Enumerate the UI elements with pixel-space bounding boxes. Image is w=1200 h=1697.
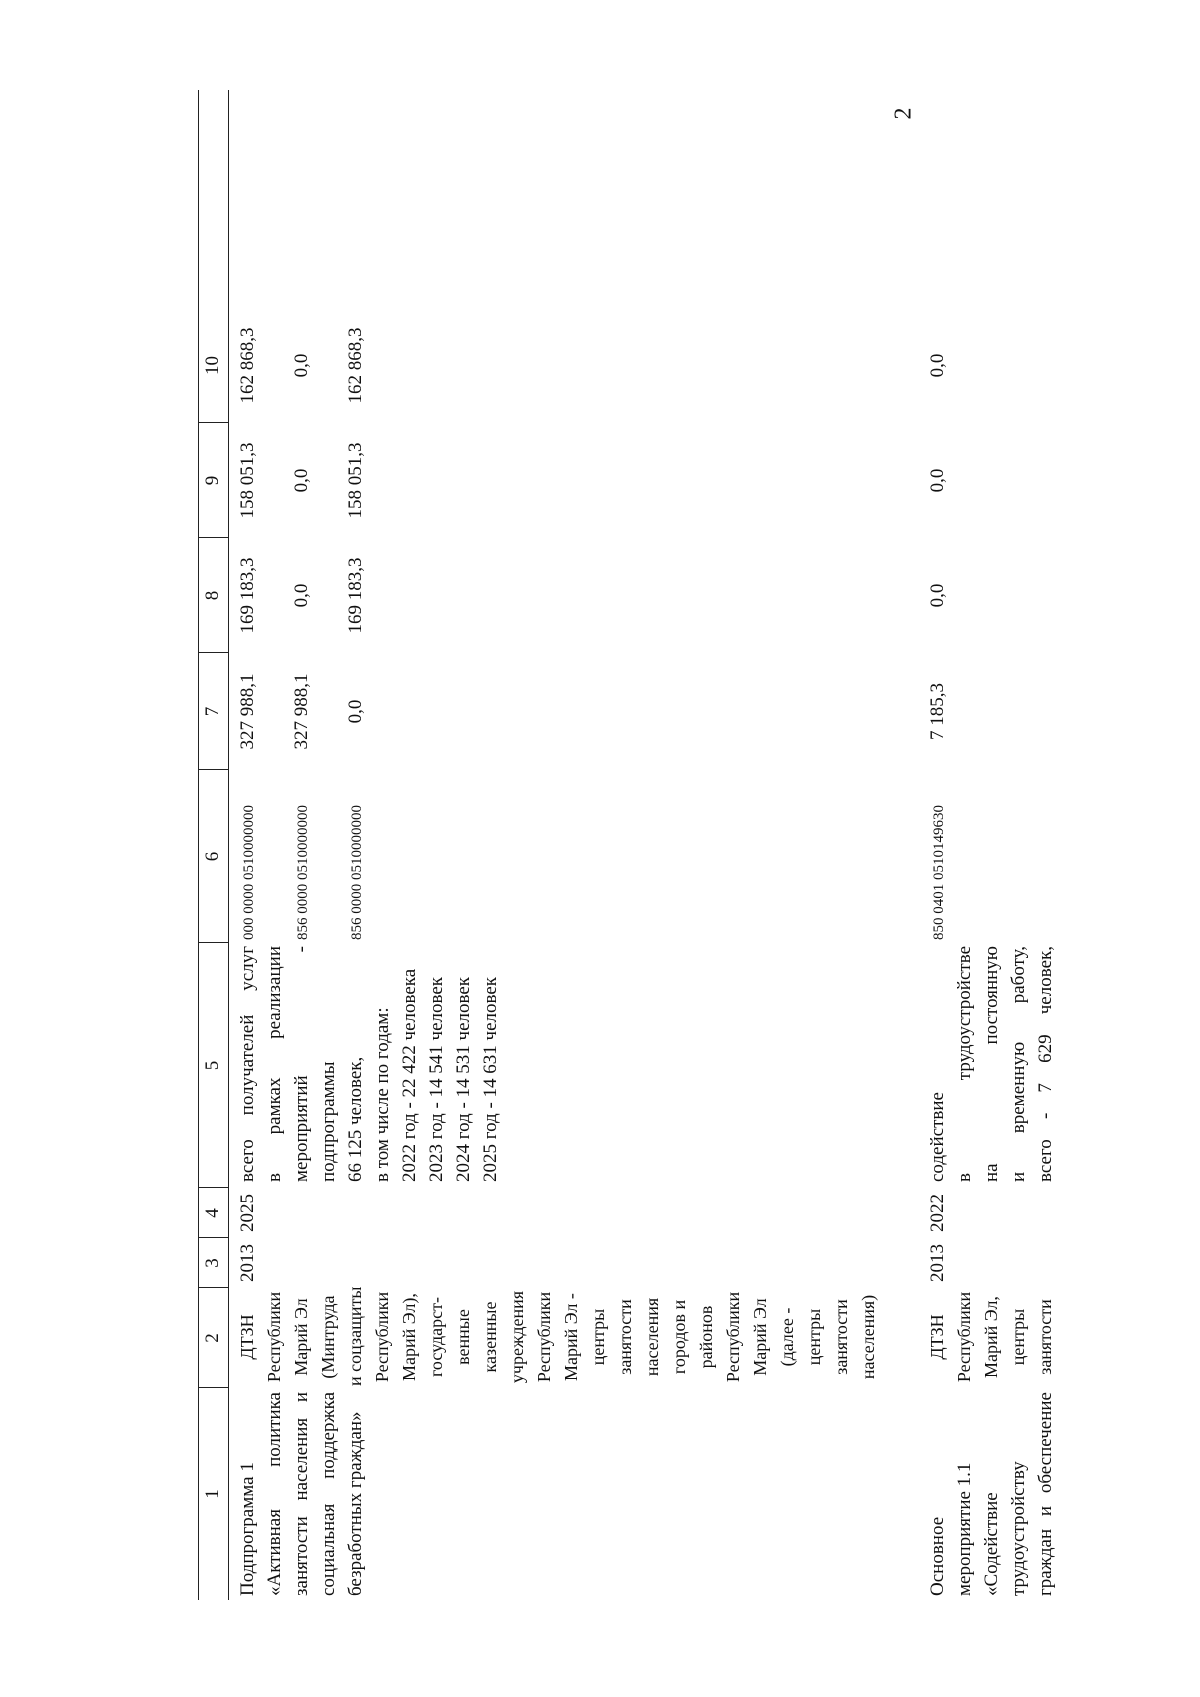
row1-c2-line: населения) (858, 1294, 878, 1380)
row2-c1-line: мероприятие 1.1 (954, 1462, 975, 1596)
row2-indicator (924, 946, 1059, 1182)
row1-c2-line: государст- (426, 1297, 446, 1377)
row1-c2-line: (далее - (777, 1307, 797, 1367)
row1-c2-line: ДТЗН (237, 1314, 257, 1360)
row1-value: 0,0 (291, 583, 312, 608)
row1-c1-line: безработных граждан» (345, 1411, 366, 1596)
row2-start-year: 2013 (927, 1244, 948, 1282)
row1-c1-line: социальная поддержка (318, 1392, 339, 1596)
row1-budget-codes (236, 772, 371, 940)
row2-c2-line: центры (1008, 1308, 1028, 1366)
row2-c2-line: занятости (1035, 1299, 1055, 1375)
row1-c1-line: занятости населения и (291, 1392, 312, 1596)
row2-c5-line: в трудоустройстве (954, 946, 975, 1182)
row1-col8 (234, 538, 369, 653)
row1-value: 169 183,3 (345, 557, 366, 634)
row1-value: 158 051,3 (345, 442, 366, 519)
row1-c2-line: центры (804, 1308, 824, 1366)
row1-c1-line: «Активная политика (264, 1392, 285, 1596)
row1-c5-line: 2025 год - 14 631 человек (480, 976, 501, 1182)
row1-c2-line: (Минтруда (318, 1295, 338, 1379)
column-header: 8 (202, 590, 223, 601)
row1-c5-line: в том числе по годам: (372, 1007, 393, 1182)
row1-c5-line: всего получателей услуг (237, 946, 258, 1182)
row1-indicator (234, 946, 504, 1182)
row2-c1-line: трудоустройству (1008, 1461, 1029, 1596)
row1-col10 (234, 308, 369, 423)
row1-c2-line: городов и (669, 1299, 689, 1375)
row1-value: 162 868,3 (345, 327, 366, 404)
column-header: 9 (202, 475, 223, 486)
column-header: 10 (202, 356, 223, 375)
row2-activity-name (924, 1392, 1059, 1596)
row2-end-year: 2022 (927, 1194, 948, 1232)
row1-value: 327 988,1 (237, 673, 258, 750)
row2-c5-line: и временную работу, (1008, 946, 1029, 1182)
table-top-rule (198, 90, 199, 1600)
column-header: 3 (202, 1258, 223, 1268)
row1-c2-line: районов (696, 1305, 716, 1369)
row1-c2-line: учреждения (507, 1290, 527, 1384)
page-number: 2 (890, 107, 917, 120)
rotated-table (198, 90, 1068, 1600)
row1-value: 158 051,3 (237, 442, 258, 519)
row1-c2-line: Марий Эл), (399, 1293, 419, 1381)
row1-c5-line: 2023 год - 14 541 человек (426, 976, 447, 1182)
row2-c1-line: граждан и обеспечение (1035, 1392, 1056, 1596)
table-header-rule (228, 90, 229, 1600)
row1-col9 (234, 423, 369, 538)
row2-col9: 0,0 (927, 468, 948, 493)
row1-c5-line: мероприятий - (291, 946, 312, 1182)
row1-program-name (234, 1392, 369, 1596)
row1-value: 0,0 (291, 353, 312, 378)
row1-value: 169 183,3 (237, 557, 258, 634)
row1-c5-line: 66 125 человек, (345, 1056, 366, 1182)
row1-c5-line: подпрограммы (318, 1061, 339, 1182)
row2-col7: 7 185,3 (927, 683, 948, 740)
row1-start-year: 2013 (237, 1244, 258, 1282)
row2-budget-code: 850 0401 0510149630 (931, 805, 947, 940)
row1-value: 327 988,1 (291, 673, 312, 750)
row1-c2-line: занятости (615, 1299, 635, 1375)
row1-c5-line: 2022 год - 22 422 человека (399, 968, 420, 1182)
row1-c2-line: Марий Эл - (561, 1293, 581, 1381)
row1-c2-line: венные (453, 1309, 473, 1365)
column-header: 5 (202, 1060, 223, 1071)
row1-c2-line: Республики (534, 1291, 554, 1383)
row1-c2-line: казенные (480, 1301, 500, 1373)
row2-c2-line: Марий Эл, (981, 1296, 1001, 1378)
row1-col7 (234, 653, 369, 770)
row1-c5-line: в рамках реализации (264, 946, 285, 1182)
column-header: 4 (202, 1208, 223, 1218)
row1-value: 0,0 (345, 699, 366, 724)
row1-executor (234, 1288, 882, 1386)
row2-executor (924, 1288, 1059, 1386)
row1-c2-line: Республики (264, 1291, 284, 1383)
row2-c2-line: Республики (954, 1291, 974, 1383)
row2-c5-line: содействие (927, 1092, 948, 1182)
column-header: 2 (202, 1333, 223, 1343)
row1-c2-line: Республики (723, 1291, 743, 1383)
row1-c2-line: центры (588, 1308, 608, 1366)
row1-c2-line: и соцзащиты (345, 1286, 365, 1386)
row2-c5-line: на постоянную (981, 946, 1002, 1182)
row1-value: 0,0 (291, 468, 312, 493)
row1-code: 000 0000 0510000000 (241, 805, 257, 940)
row1-c5-line: 2024 год - 14 531 человек (453, 976, 474, 1182)
column-header: 1 (202, 1489, 223, 1499)
column-header: 7 (202, 706, 223, 717)
row1-c2-line: Республики (372, 1291, 392, 1383)
row2-col10: 0,0 (927, 353, 948, 378)
row1-c2-line: Марий Эл (291, 1298, 311, 1376)
row2-c1-line: Основное (927, 1516, 948, 1596)
column-header: 6 (202, 851, 223, 862)
row1-code: 856 0000 0510000000 (295, 805, 311, 940)
row1-code: 856 0000 0510000000 (349, 805, 365, 940)
row2-c1-line: «Содействие (981, 1492, 1002, 1596)
row2-col8: 0,0 (927, 583, 948, 608)
row1-c2-line: Марий Эл (750, 1298, 770, 1376)
row1-c2-line: занятости (831, 1299, 851, 1375)
row1-value: 162 868,3 (237, 327, 258, 404)
row2-c2-line: ДТЗН (927, 1314, 947, 1360)
row1-c1-line: Подпрограмма 1 (237, 1462, 258, 1596)
row1-end-year: 2025 (237, 1194, 258, 1232)
row2-c5-line: всего - 7 629 человек, (1035, 946, 1056, 1182)
row1-c2-line: населения (642, 1297, 662, 1377)
